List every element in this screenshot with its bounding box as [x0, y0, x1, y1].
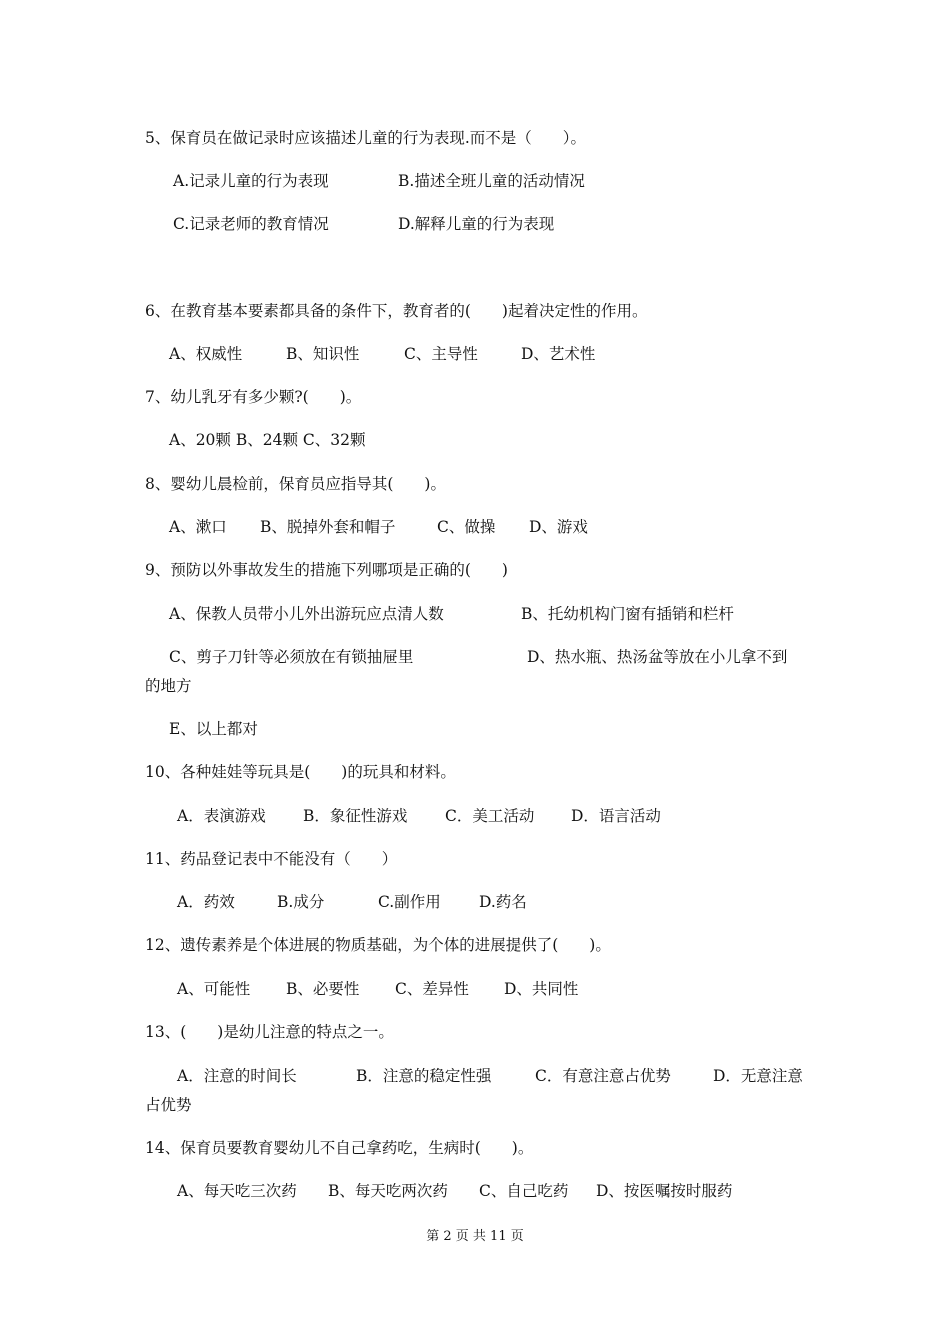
- option: A、可能性: [177, 980, 251, 998]
- question-stem: 12、遗传素养是个体进展的物质基础，为个体的进展提供了( )。: [145, 936, 611, 954]
- option: C、自己吃药: [479, 1182, 569, 1200]
- option: B．注意的稳定性强: [356, 1067, 492, 1085]
- option-continuation: 的地方: [145, 677, 192, 695]
- option: C.副作用: [378, 893, 441, 911]
- option: A．药效: [177, 893, 235, 911]
- option: D．语言活动: [571, 807, 661, 825]
- option: A、20颗 B、24颗 C、32颗: [169, 431, 366, 449]
- option: C、主导性: [404, 345, 478, 363]
- question-stem: 14、保育员要教育婴幼儿不自己拿药吃，生病时( )。: [145, 1139, 534, 1157]
- option: C、做操: [437, 518, 496, 536]
- option: D．无意注意: [713, 1067, 803, 1085]
- option: D、热水瓶、热汤盆等放在小儿拿不到: [527, 648, 788, 666]
- page-footer: 第 2 页 共 11 页: [426, 1229, 524, 1244]
- question-stem: 11、药品登记表中不能没有（ ）: [145, 850, 398, 868]
- option: B.成分: [277, 893, 325, 911]
- option-continuation: 占优势: [145, 1096, 192, 1114]
- option: D、按医嘱按时服药: [596, 1182, 733, 1200]
- option: B．象征性游戏: [303, 807, 408, 825]
- question-stem: 10、各种娃娃等玩具是( )的玩具和材料。: [145, 763, 456, 781]
- option: A、每天吃三次药: [177, 1182, 297, 1200]
- question-stem: 7、幼儿乳牙有多少颗?( )。: [145, 388, 362, 406]
- option: A.记录儿童的行为表现: [173, 172, 329, 190]
- option: C、差异性: [395, 980, 469, 998]
- option: C．美工活动: [445, 807, 535, 825]
- question-stem: 13、( )是幼儿注意的特点之一。: [145, 1023, 394, 1041]
- option: D.解释儿童的行为表现: [398, 215, 555, 233]
- option: D.药名: [479, 893, 527, 911]
- question-stem: 5、保育员在做记录时应该描述儿童的行为表现.而不是（ ）。: [145, 129, 587, 147]
- option: D、游戏: [529, 518, 588, 536]
- option: C．有意注意占优势: [535, 1067, 671, 1085]
- option: B.描述全班儿童的活动情况: [398, 172, 585, 190]
- option: A、保教人员带小儿外出游玩应点清人数: [169, 605, 444, 623]
- option: B、每天吃两次药: [328, 1182, 448, 1200]
- option: C、剪子刀针等必须放在有锁抽屉里: [169, 648, 414, 666]
- option: A、漱口: [169, 518, 227, 536]
- option: D、共同性: [504, 980, 579, 998]
- option: B、脱掉外套和帽子: [260, 518, 396, 536]
- option: C.记录老师的教育情况: [173, 215, 329, 233]
- option: A．注意的时间长: [177, 1067, 297, 1085]
- question-stem: 9、预防以外事故发生的措施下列哪项是正确的( ): [145, 561, 508, 579]
- question-stem: 8、婴幼儿晨检前，保育员应指导其( )。: [145, 475, 446, 493]
- option: A．表演游戏: [177, 807, 266, 825]
- option: A、权威性: [169, 345, 243, 363]
- question-stem: 6、在教育基本要素都具备的条件下，教育者的( )起着决定性的作用。: [145, 302, 648, 320]
- option: B、知识性: [286, 345, 360, 363]
- option: B、必要性: [286, 980, 360, 998]
- option: E、以上都对: [169, 720, 258, 738]
- option: D、艺术性: [521, 345, 596, 363]
- option: B、托幼机构门窗有插销和栏杆: [521, 605, 734, 623]
